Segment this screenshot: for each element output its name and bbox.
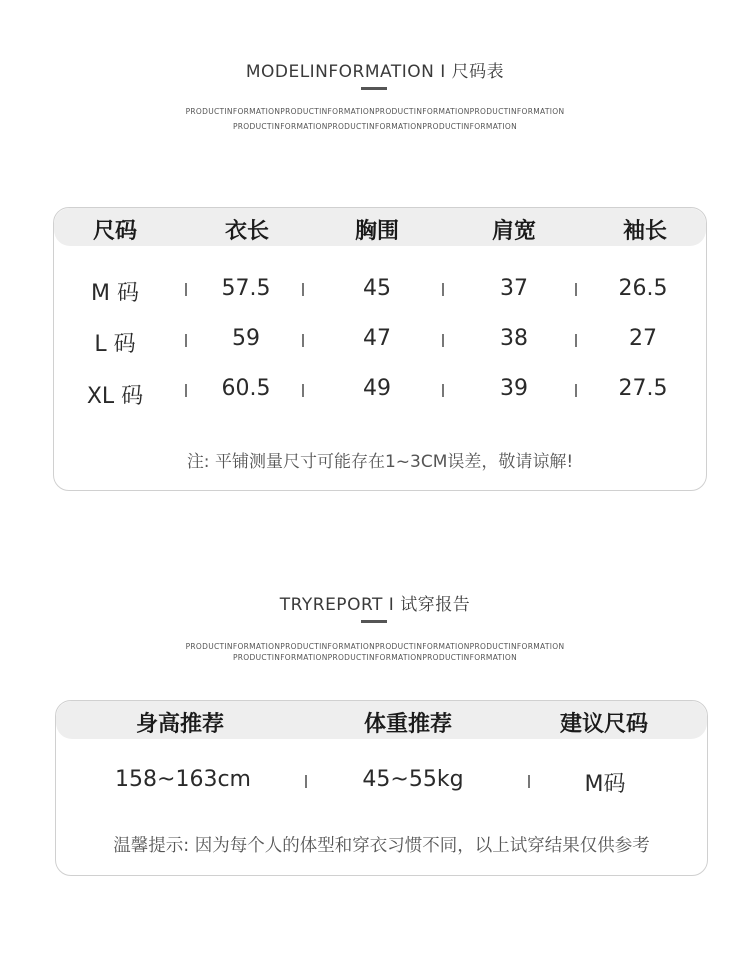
try-report-note: 温馨提示: 因为每个人的体型和穿衣习惯不同，以上试穿结果仅供参考 [113,836,650,856]
table-cell: 37 [500,276,528,301]
column-separator [302,384,304,397]
column-separator [575,384,577,397]
column-separator [528,775,530,788]
column-separator [185,283,187,296]
header-shoulder: 肩宽 [491,219,537,244]
table-cell: L 码 [94,332,136,357]
table-cell: 38 [500,326,528,351]
size-section-subline-2: PRODUCTINFORMATIONPRODUCTINFORMATIONPRODUCTINFORMATION [232,122,518,131]
column-separator [185,334,187,347]
table-cell: XL 码 [86,384,144,409]
size-chart-card [53,207,707,491]
table-cell: 45 [363,276,391,301]
column-separator [185,384,187,397]
column-separator [305,775,307,788]
table-cell: 47 [363,326,391,351]
header-size: 尺码 [92,219,138,244]
header-suggested-size: 建议尺码 [559,712,649,737]
table-cell: 59 [232,326,260,351]
try-report-card [55,700,708,876]
column-separator [442,283,444,296]
column-separator [442,334,444,347]
table-cell: 27.5 [618,376,668,401]
column-separator [575,334,577,347]
table-cell: 49 [363,376,391,401]
table-cell: 39 [500,376,528,401]
size-section-underline [361,87,387,90]
size-section-subline-1: PRODUCTINFORMATIONPRODUCTINFORMATIONPRODUCTINFORMATIONPRODUCTINFORMATION [185,107,565,116]
header-chest: 胸围 [354,219,400,244]
header-weight-recommend: 体重推荐 [363,712,453,737]
table-cell: 57.5 [221,276,271,301]
column-separator [442,384,444,397]
size-section-title: MODELINFORMATION Ⅰ 尺码表 [245,62,505,82]
table-cell: 60.5 [221,376,271,401]
suggested-size-value: M码 [584,772,626,797]
column-separator [302,334,304,347]
height-value: 158~163cm [115,767,251,792]
table-cell: M 码 [91,281,139,306]
try-section-subline-2: PRODUCTINFORMATIONPRODUCTINFORMATIONPRODUCTINFORMATION [232,653,518,662]
try-report-header [56,701,707,739]
column-separator [575,283,577,296]
size-chart-note: 注: 平铺测量尺寸可能存在1~3CM误差，敬请谅解! [186,452,574,472]
try-section-subline-1: PRODUCTINFORMATIONPRODUCTINFORMATIONPRODUCTINFORMATIONPRODUCTINFORMATION [185,642,565,651]
header-height-recommend: 身高推荐 [135,712,225,737]
try-section-underline [361,620,387,623]
header-sleeve: 袖长 [622,219,668,244]
size-chart-header [54,208,706,246]
column-separator [302,283,304,296]
weight-value: 45~55kg [362,767,464,792]
try-section-title: TRYREPORT Ⅰ 试穿报告 [279,595,471,615]
table-cell: 26.5 [618,276,668,301]
table-cell: 27 [629,326,657,351]
header-length: 衣长 [224,219,270,244]
